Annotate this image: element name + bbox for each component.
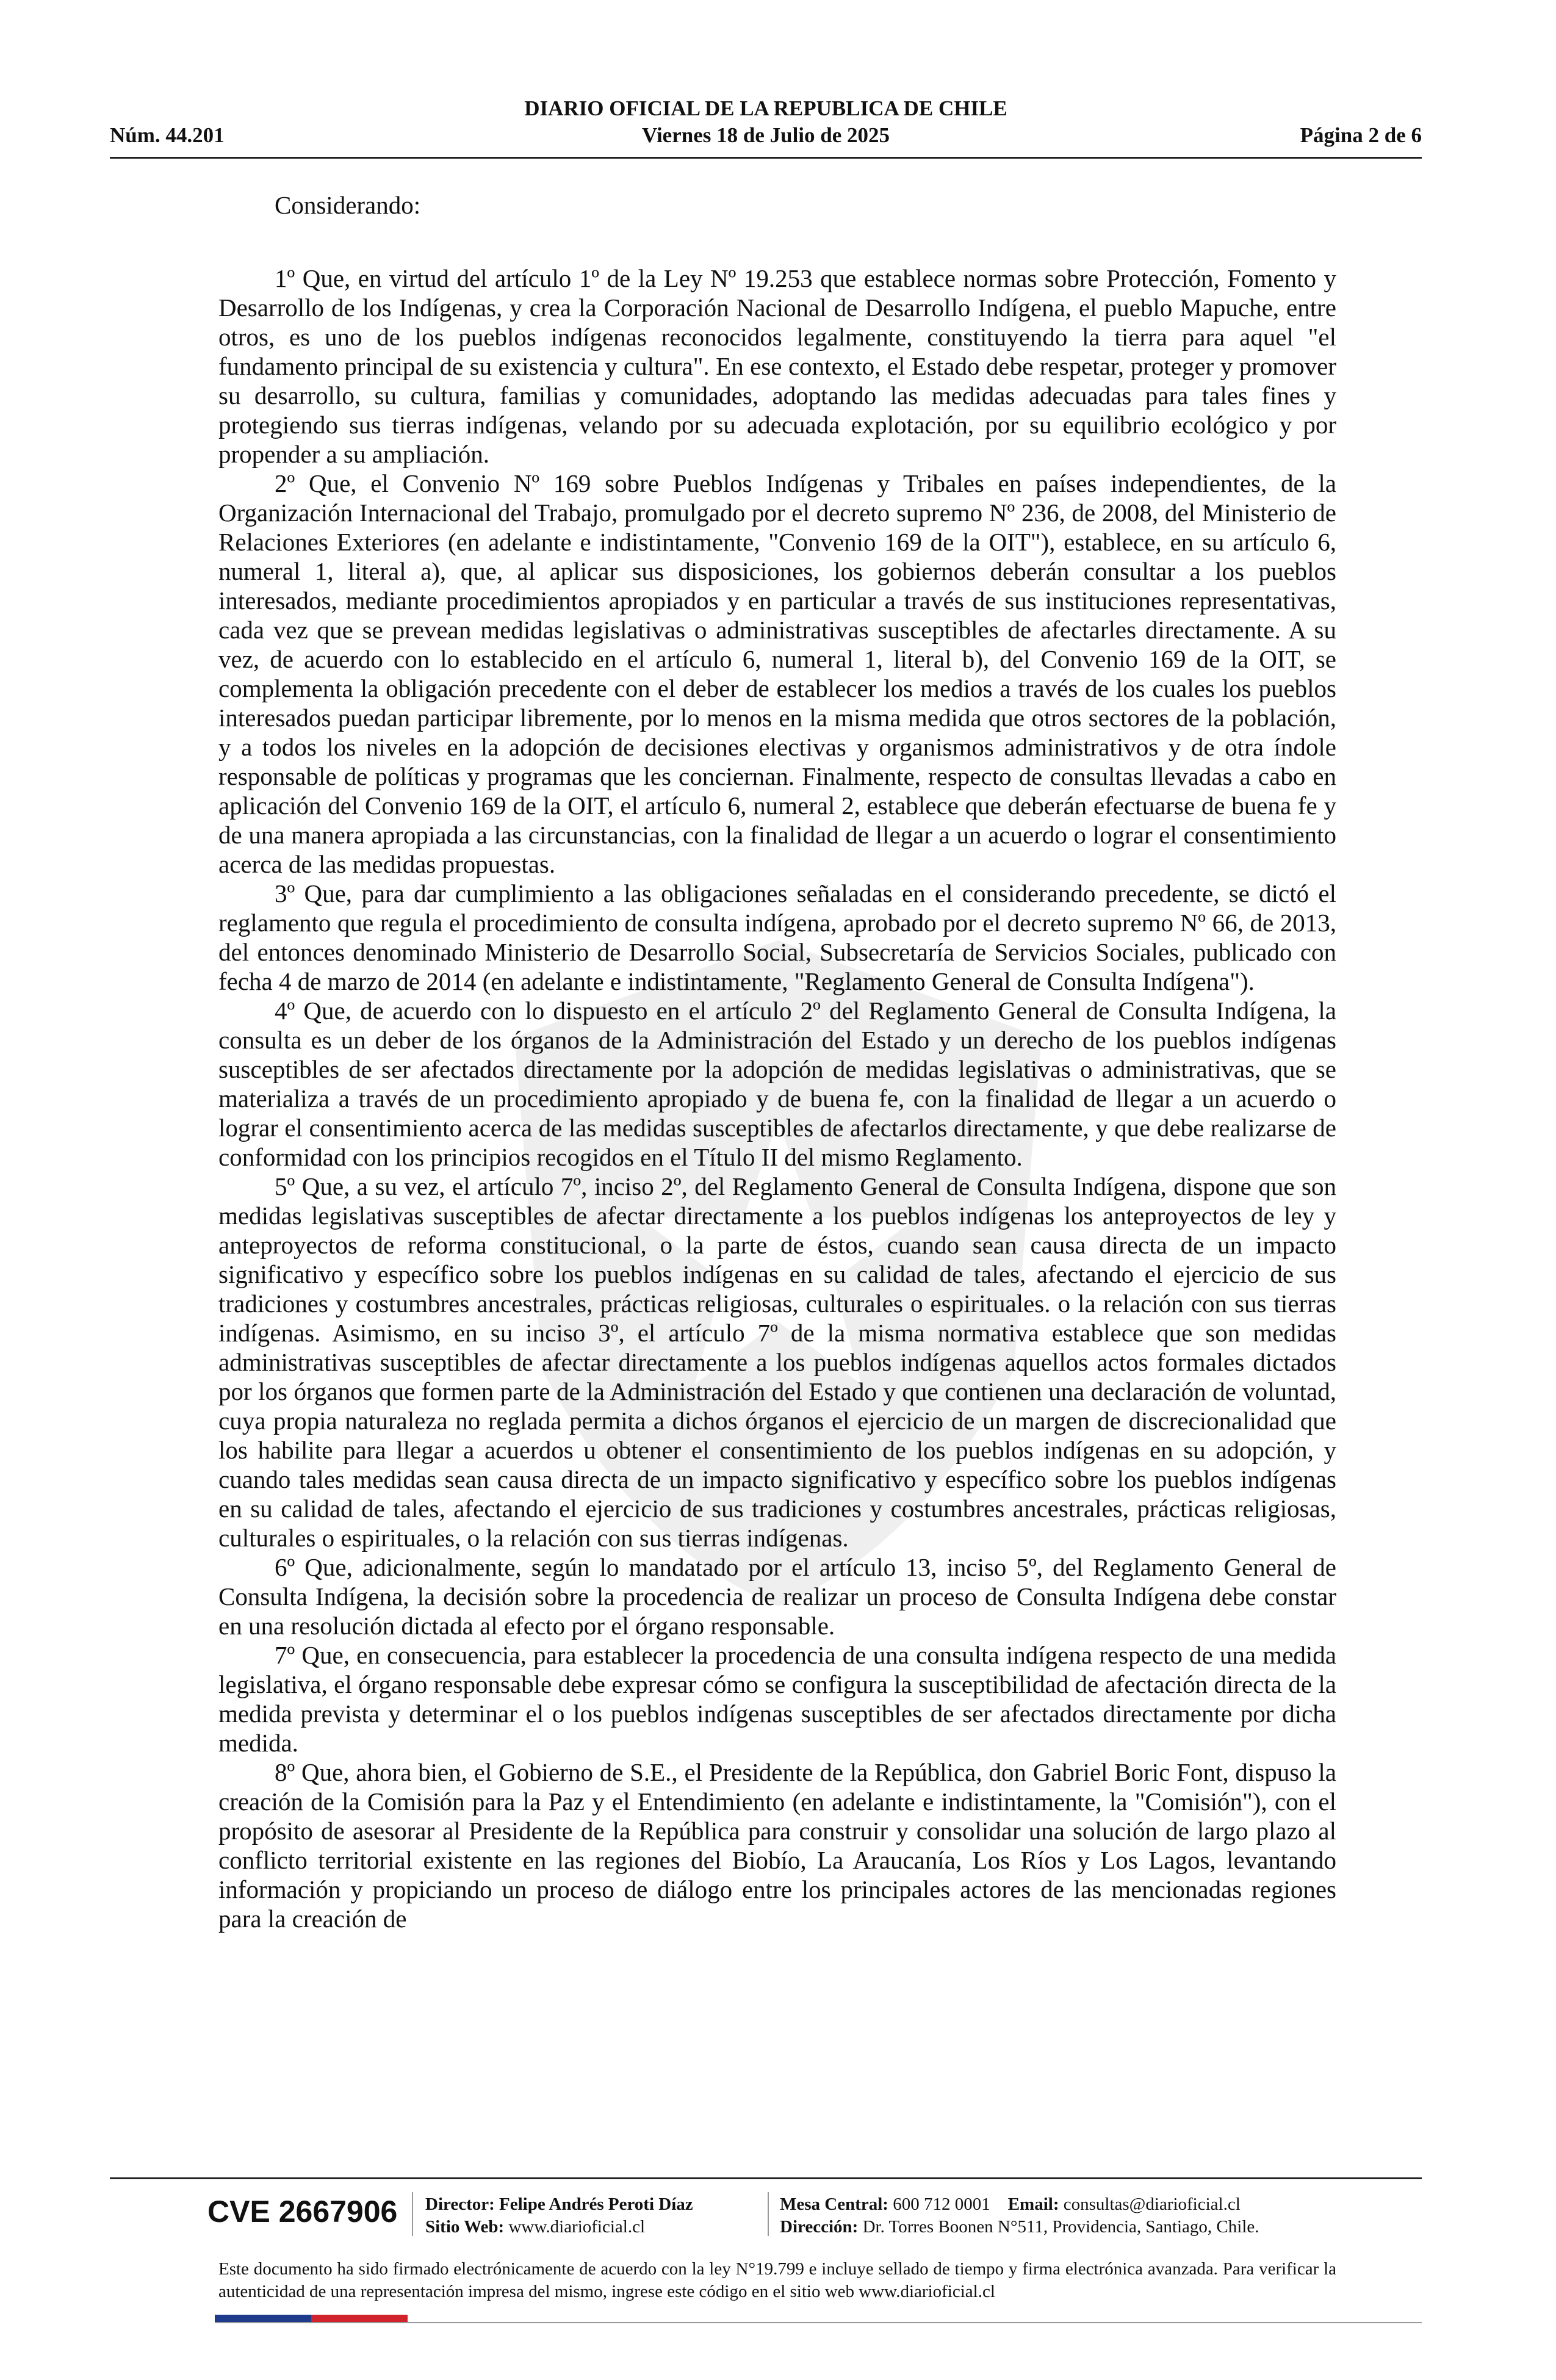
chile-flag-stripe: [215, 2315, 408, 2322]
page-number: Página 2 de 6: [1300, 123, 1422, 147]
director-label: Director:: [425, 2194, 495, 2214]
issue-number: Núm. 44.201: [110, 123, 225, 147]
publication-date: Viernes 18 de Julio de 2025: [641, 123, 890, 147]
publication-title: DIARIO OFICIAL DE LA REPUBLICA DE CHILE: [524, 96, 1007, 120]
email-label: Email:: [1007, 2194, 1059, 2214]
legal-notice: Este documento ha sido firmado electrónicamente de acuerdo con la ley N°19.799 e incluye sellado de tiempo y firma electrónica avanzada. Para verificar la autenticidad de una representación impresa del mismo, ingrese este código en el sitio web www.diarioficial.cl: [218, 2259, 1336, 2301]
paragraph-1: 1º Que, en virtud del artículo 1º de la Ley Nº 19.253 que establece normas sobre Protección, Fomento y Desarrollo de los Indígenas, y crea la Corporación Nacional de Desarrollo Indígena, el pueblo Mapuche, entre otros, es uno de los pueblos indígenas reconocidos legalmente, constituyendo la tierra para aquel "el fundamento principal de su existencia y cultura". En ese contexto, el Estado debe respetar, proteger y promover su desarrollo, su cultura, familias y comunidades, adoptando las medidas adecuadas para tales fines y protegiendo sus tierras indígenas, velando por su adecuada explotación, por su equilibrio ecológico y por propender a su ampliación.: [218, 264, 1336, 468]
bottom-rule: [215, 2322, 1422, 2323]
email-link[interactable]: consultas@diarioficial.cl: [1063, 2194, 1241, 2214]
mesa-phone: 600 712 0001: [893, 2194, 990, 2214]
paragraph-4: 4º Que, de acuerdo con lo dispuesto en el artículo 2º del Reglamento General de Consulta Indígena, la consulta es un deber de los órganos de la Administración del Estado y un derecho de los pueblos indígenas susceptibles de ser afectados directamente por la adopción de medidas legislativas o administrativas, que se materializa a través de un procedimiento apropiado y de buena fe, con la finalidad de llegar a un acuerdo o lograr el consentimiento acerca de las medidas susceptibles de afectarlos directamente, y que debe realizarse de conformidad con los principios recogidos en el Título II del mismo Reglamento.: [218, 997, 1336, 1171]
direccion-label: Dirección:: [780, 2217, 859, 2237]
direccion-address: Dr. Torres Boonen N°511, Providencia, Santiago, Chile.: [862, 2217, 1259, 2237]
paragraph-5: 5º Que, a su vez, el artículo 7º, inciso 2º, del Reglamento General de Consulta Indígena, dispone que son medidas legislativas susceptibles de afectar directamente a los pueblos indígenas los anteproyectos de ley y anteproyectos de reforma constitucional, o la parte de éstos, cuando sean causa directa de un impacto significativo y específico sobre los pueblos indígenas en su calidad de tales, afectando el ejercicio de sus tradiciones y costumbres ancestrales, prácticas religiosas, culturales o espirituales. o la relación con sus tierras indígenas. Asimismo, en su inciso 3º, el artículo 7º de la misma normativa establece que son medidas administrativas susceptibles de afectar directamente a los pueblos indígenas aquellos actos formales dictados por los órganos que formen parte de la Administración del Estado y que contienen una declaración de voluntad, cuya propia naturaleza no reglada permita a dichos órganos el ejercicio de un margen de discrecionalidad que los habilite para llegar a acuerdos u obtener el consentimiento de los pueblos indígenas en su adopción, y cuando tales medidas sean causa directa de un impacto significativo y específico sobre los pueblos indígenas en su calidad de tales, afectando el ejercicio de sus tradiciones y costumbres ancestrales, prácticas religiosas, culturales o espirituales, o la relación con sus tierras indígenas.: [218, 1172, 1336, 1552]
footer-rule: [110, 2177, 1422, 2179]
header-rule: [110, 157, 1422, 159]
cve-code: CVE 2667906: [207, 2194, 398, 2229]
document-body: [218, 190, 1336, 1933]
web-label: Sitio Web:: [425, 2217, 505, 2237]
flag-red-segment: [311, 2315, 408, 2322]
paragraph-6: 6º Que, adicionalmente, según lo mandatado por el artículo 13, inciso 5º, del Reglamento General de Consulta Indígena, la decisión sobre la procedencia de realizar un proceso de Consulta Indígena debe constar en una resolución dictada al efecto por el órgano responsable.: [218, 1553, 1336, 1640]
mesa-label: Mesa Central:: [780, 2194, 888, 2214]
director-name: Felipe Andrés Peroti Díaz: [499, 2194, 693, 2214]
paragraph-8: 8º Que, ahora bien, el Gobierno de S.E., el Presidente de la República, don Gabriel Boric Font, dispuso la creación de la Comisión para la Paz y el Entendimiento (en adelante e indistintamente, la "Comisión"), con el propósito de asesorar al Presidente de la República para construir y consolidar una solución de largo plazo al conflicto territorial existente en las regiones del Biobío, La Araucanía, Los Ríos y Los Lagos, levantando información y propiciando un proceso de diálogo entre los principales actores de las mencionadas regiones para la creación de: [218, 1758, 1336, 1933]
section-heading: Considerando:: [275, 191, 421, 219]
footer-contact-block: [780, 2193, 1259, 2238]
page-header: [110, 92, 1422, 159]
paragraph-3: 3º Que, para dar cumplimiento a las obligaciones señaladas en el considerando precedente, se dictó el reglamento que regula el procedimiento de consulta indígena, aprobado por el decreto supremo Nº 66, de 2013, del entonces denominado Ministerio de Desarrollo Social, Subsecretaría de Servicios Sociales, publicado con fecha 4 de marzo de 2014 (en adelante e indistintamente, "Reglamento General de Consulta Indígena").: [218, 879, 1336, 995]
footer-separator: [768, 2192, 769, 2236]
web-link[interactable]: www.diarioficial.cl: [508, 2217, 646, 2237]
paragraph-2: 2º Que, el Convenio Nº 169 sobre Pueblos Indígenas y Tribales en países independientes, de la Organización Internacional del Trabajo, promulgado por el decreto supremo Nº 236, de 2008, del Ministerio de Relaciones Exteriores (en adelante e indistintamente, "Convenio 169 de la OIT"), establece, en su artículo 6, numeral 1, literal a), que, al aplicar sus disposiciones, los gobiernos deberán consultar a los pueblos interesados, mediante procedimientos apropiados y en particular a través de sus instituciones representativas, cada vez que se prevean medidas legislativas o administrativas susceptibles de afectarles directamente. A su vez, de acuerdo con lo establecido en el artículo 6, numeral 1, literal b), del Convenio 169 de la OIT, se complementa la obligación precedente con el deber de establecer los medios a través de los cuales los pueblos interesados puedan participar libremente, por lo menos en la misma medida que otros sectores de la población, y a todos los niveles en la adopción de decisiones electivas y organismos administrativos y de otra índole responsable de políticas y programas que les conciernan. Finalmente, respecto de consultas llevadas a cabo en aplicación del Convenio 169 de la OIT, el artículo 6, numeral 2, establece que deberán efectuarse de buena fe y de una manera apropiada a las circunstancias, con la finalidad de llegar a un acuerdo o lograr el consentimiento acerca de las medidas propuestas.: [218, 469, 1336, 878]
flag-blue-segment: [215, 2315, 311, 2322]
paragraph-7: 7º Que, en consecuencia, para establecer la procedencia de una consulta indígena respecto de una medida legislativa, el órgano responsable debe expresar cómo se configura la susceptibilidad de afectación directa de la medida prevista y determinar el o los pueblos indígenas susceptibles de ser afectados directamente por dicha medida.: [218, 1641, 1336, 1757]
footer-separator: [412, 2192, 413, 2236]
footer-director-block: [425, 2193, 693, 2238]
